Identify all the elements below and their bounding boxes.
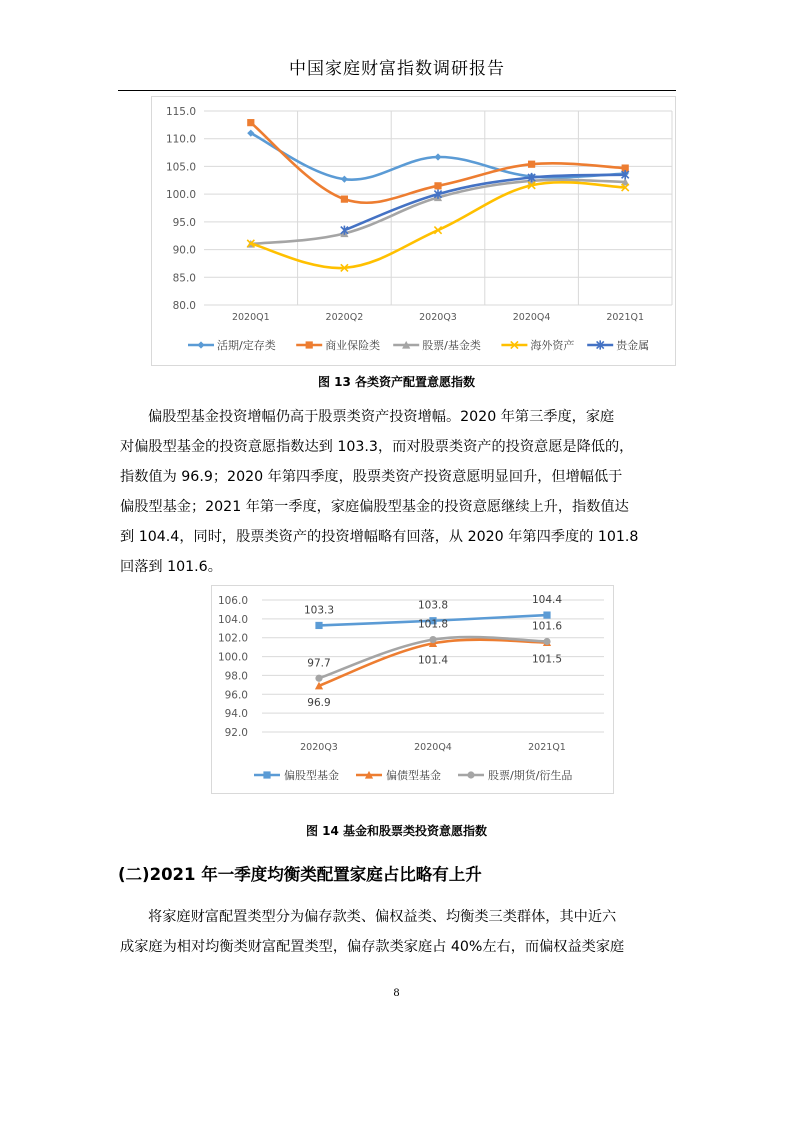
data-point	[315, 675, 322, 682]
y-tick-label: 102.0	[217, 632, 248, 645]
y-tick-label: 92.0	[224, 727, 248, 739]
y-tick-label: 110.0	[165, 133, 196, 146]
y-tick-label: 115.0	[165, 106, 196, 118]
page-number: 8	[393, 985, 400, 999]
paragraph-1-line: 指数值为 96.9；2020 年第四季度，股票类资产投资意愿明显回升，但增幅低于	[120, 469, 623, 485]
legend-label: 活期/定存类	[217, 339, 276, 352]
y-tick-label: 100.0	[165, 189, 196, 202]
body-paragraph-1	[120, 402, 676, 582]
data-label: 104.4	[531, 594, 563, 607]
body-paragraph-2	[120, 902, 676, 962]
fund-stock-chart-svg	[212, 586, 613, 793]
data-label: 101.5	[531, 653, 563, 666]
asset-allocation-chart-svg	[152, 97, 675, 365]
data-point	[543, 638, 550, 645]
y-tick-label: 95.0	[172, 216, 196, 229]
y-tick-label: 85.0	[172, 272, 196, 285]
paragraph-1-line: 回落到 101.6。	[120, 559, 222, 575]
data-label: 96.9	[307, 696, 331, 709]
paragraph-1-line: 对偏股型基金的投资意愿指数达到 103.3，而对股票类资产的投资意愿是降低的，	[120, 439, 634, 455]
legend-marker	[306, 341, 313, 348]
data-point	[434, 182, 441, 189]
legend-marker	[263, 771, 270, 778]
page-header-title: 中国家庭财富指数调研报告	[289, 59, 505, 79]
legend-label: 偏股型基金	[284, 769, 339, 782]
data-label: 101.8	[417, 618, 449, 631]
x-tick-label: 2020Q2	[325, 312, 364, 323]
paragraph-2-line: 成家庭为相对均衡类财富配置类型，偏存款类家庭占 40%左右，而偏权益类家庭	[120, 939, 625, 955]
x-tick-label: 2020Q4	[512, 312, 551, 323]
figure-14-caption: 图 14 基金和股票类投资意愿指数	[305, 824, 488, 838]
y-tick-label: 90.0	[172, 244, 196, 257]
data-point	[247, 119, 254, 126]
fund-stock-chart	[211, 585, 614, 794]
legend-label: 贵金属	[616, 339, 650, 352]
data-label: 103.3	[303, 604, 335, 617]
header-divider	[118, 90, 676, 91]
figure-13-caption: 图 13 各类资产配置意愿指数	[317, 375, 476, 389]
data-point	[528, 161, 535, 168]
asset-allocation-chart	[151, 96, 676, 366]
x-tick-label: 2020Q1	[231, 312, 270, 323]
y-tick-label: 80.0	[172, 300, 196, 312]
data-point	[341, 176, 348, 183]
data-point	[315, 622, 322, 629]
legend-marker	[197, 341, 204, 348]
y-tick-label: 96.0	[224, 689, 248, 702]
y-tick-label: 105.0	[165, 161, 196, 174]
data-point	[429, 636, 436, 643]
legend-label: 股票/基金类	[422, 339, 481, 352]
y-tick-label: 100.0	[217, 651, 248, 664]
x-tick-label: 2020Q3	[419, 312, 457, 323]
legend-label: 海外资产	[530, 339, 575, 352]
data-label: 97.7	[307, 657, 331, 670]
data-point	[434, 153, 441, 160]
legend-label: 股票/期货/衍生品	[488, 769, 573, 782]
y-tick-label: 104.0	[217, 613, 248, 626]
legend-marker	[467, 771, 474, 778]
series-line	[251, 180, 625, 244]
data-label: 103.8	[417, 599, 449, 612]
x-tick-label: 2021Q1	[606, 312, 645, 323]
legend-label: 商业保险类	[325, 339, 381, 352]
y-tick-label: 94.0	[224, 708, 248, 721]
paragraph-1-line: 偏股型基金投资增幅仍高于股票类资产投资增幅。2020 年第三季度，家庭	[148, 409, 615, 425]
legend-label: 偏债型基金	[386, 769, 441, 782]
x-tick-label: 2020Q4	[414, 742, 452, 753]
data-label: 101.4	[417, 654, 449, 667]
paragraph-1-line: 到 104.4，同时，股票类资产的投资增幅略有回落，从 2020 年第四季度的 101.8	[120, 529, 639, 545]
data-point	[543, 611, 550, 618]
y-tick-label: 106.0	[217, 595, 248, 607]
y-tick-label: 98.0	[224, 670, 248, 683]
paragraph-2-line: 将家庭财富配置类型分为偏存款类、偏权益类、均衡类三类群体，其中近六	[148, 909, 617, 925]
data-point	[341, 196, 348, 203]
data-label: 101.6	[531, 620, 563, 633]
x-tick-label: 2021Q1	[528, 742, 566, 753]
x-tick-label: 2020Q3	[300, 742, 338, 753]
paragraph-1-line: 偏股型基金；2021 年第一季度，家庭偏股型基金的投资意愿继续上升，指数值达	[120, 499, 629, 515]
section-heading: (二)2021 年一季度均衡类配置家庭占比略有上升	[118, 865, 482, 884]
